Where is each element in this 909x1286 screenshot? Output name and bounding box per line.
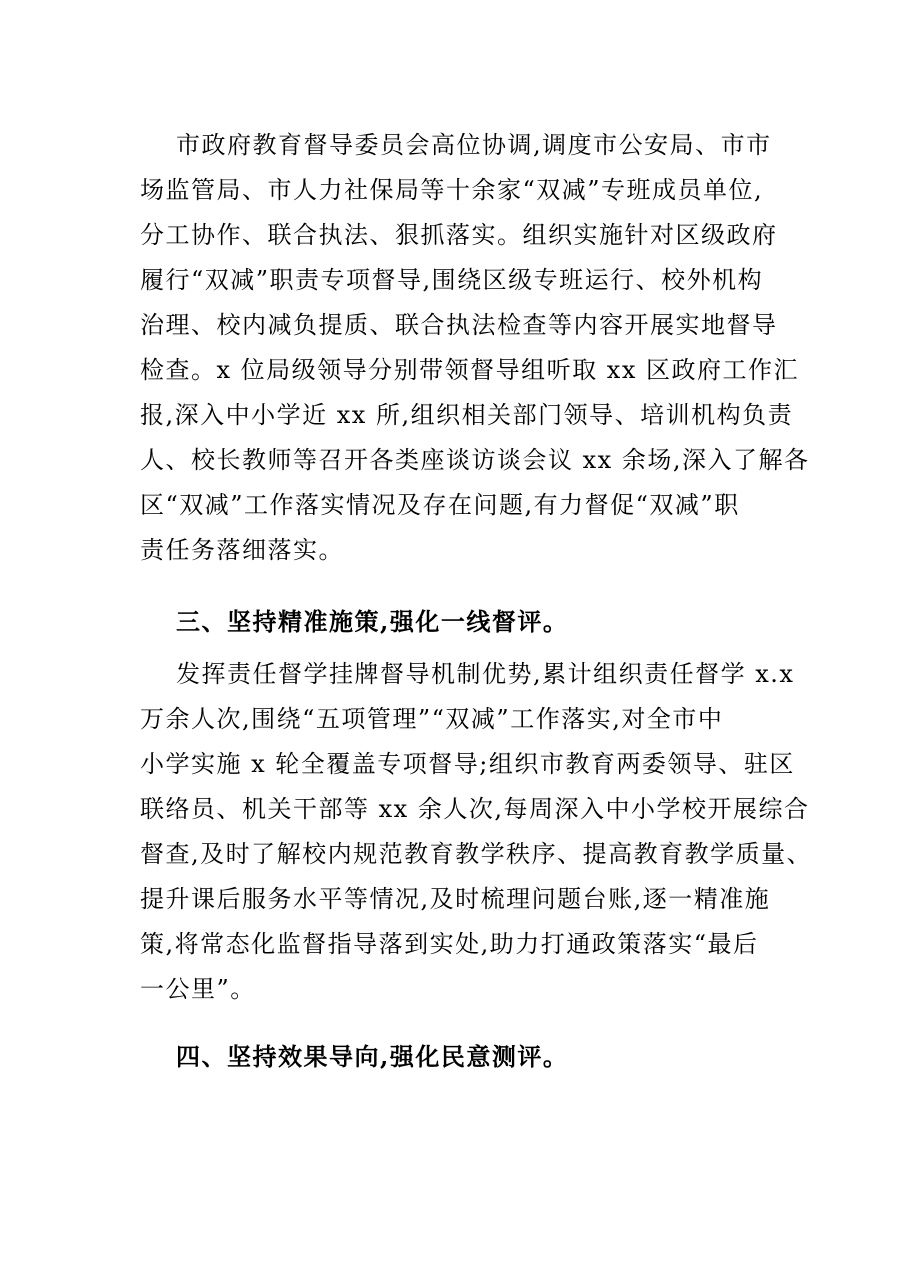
- section-heading-3: 三、坚持精准施策,强化一线督评。: [176, 607, 569, 636]
- paragraph-1-line-1: 市政府教育督导委员会高位协调,调度市公安局、市市: [176, 131, 772, 159]
- paragraph-2-line-7: 策,将常态化监督指导落到实处,助力打通政策落实“最后: [140, 930, 759, 958]
- paragraph-1-line-10: 责任务落细落实。: [140, 536, 344, 564]
- paragraph-1-line-4: 履行“双减”职责专项督导,围绕区级专班运行、校外机构: [140, 266, 764, 294]
- paragraph-2-line-6: 提升课后服务水平等情况,及时梳理问题台账,逐一精准施: [140, 885, 771, 913]
- paragraph-1-line-3: 分工协作、联合执法、狠抓落实。组织实施针对区级政府: [140, 221, 778, 249]
- section-heading-4: 四、坚持效果导向,强化民意测评。: [176, 1042, 569, 1071]
- paragraph-2-line-8: 一公里”。: [140, 975, 256, 1003]
- paragraph-1-line-8: 人、校长教师等召开各类座谈访谈会议 xx 余场,深入了解各: [140, 446, 810, 474]
- paragraph-1-line-2: 场监管局、市人力社保局等十余家“双减”专班成员单位,: [140, 176, 764, 204]
- paragraph-1-line-7: 报,深入中小学近 xx 所,组织相关部门领导、培训机构负责: [140, 401, 794, 429]
- paragraph-2-line-5: 督查,及时了解校内规范教育教学秩序、提高教育教学质量、: [140, 840, 813, 868]
- paragraph-1-line-9: 区“双减”工作落实情况及存在问题,有力督促“双减”职: [140, 491, 740, 519]
- paragraph-2-line-2: 万余人次,围绕“五项管理”“双减”工作落实,对全市中: [140, 705, 724, 733]
- paragraph-1-line-6: 检查。x 位局级领导分别带领督导组听取 xx 区政府工作汇: [140, 356, 799, 384]
- paragraph-2-line-1: 发挥责任督学挂牌督导机制优势,累计组织责任督学 x.x: [176, 660, 795, 688]
- paragraph-2-line-4: 联络员、机关干部等 xx 余人次,每周深入中小学校开展综合: [140, 795, 810, 823]
- paragraph-1-line-5: 治理、校内减负提质、联合执法检查等内容开展实地督导: [140, 311, 778, 339]
- paragraph-2-line-3: 小学实施 x 轮全覆盖专项督导;组织市教育两委领导、驻区: [140, 750, 795, 778]
